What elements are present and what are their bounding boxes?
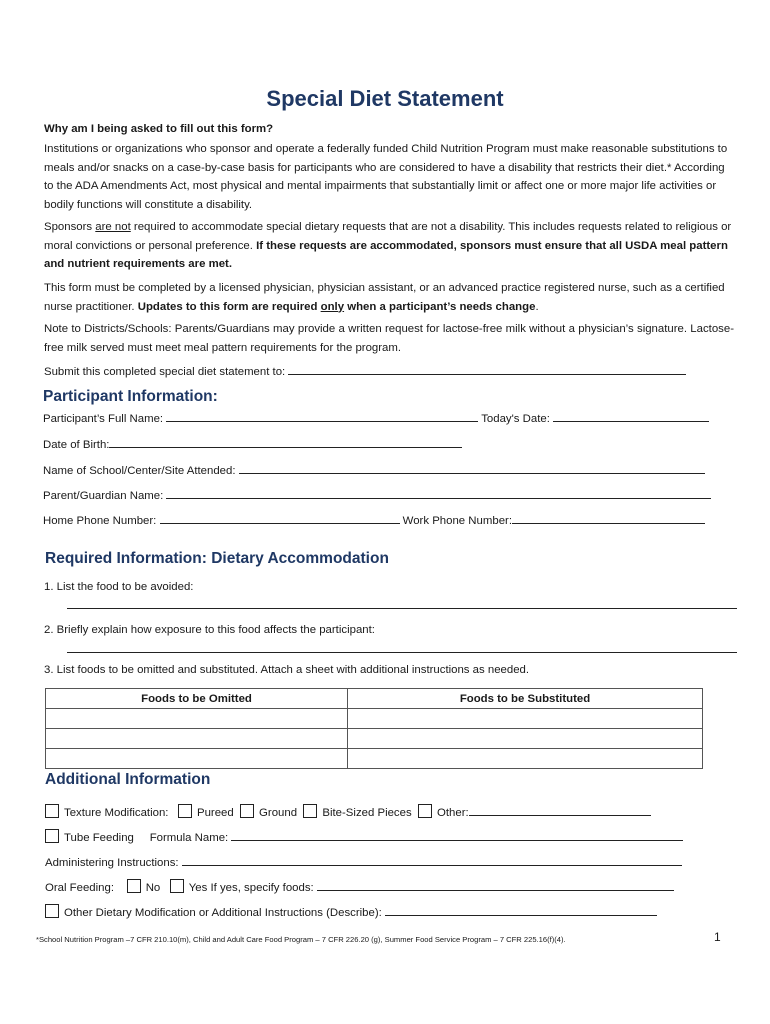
substituted-cell[interactable]	[348, 749, 703, 769]
parent-row: Parent/Guardian Name:	[43, 487, 711, 502]
other-diet-field[interactable]	[385, 904, 657, 916]
intro-paragraph-1: Institutions or organizations who sponsor and operate a federally funded Child Nutrition Program must make reasonable substitutions to meals and/or snacks on a case-by-case basis for participants who are considered to have a disability that restricts their diet.* According to the ADA Amendments Act, most physical and mental impairments that substantially limit or affect one or more major life activities or bodily functions will constitute a disability.	[44, 143, 728, 211]
tube-feeding-checkbox[interactable]	[45, 829, 59, 843]
oral-yes-checkbox[interactable]	[170, 879, 184, 893]
page-number: 1	[714, 930, 721, 944]
required-heading: Required Information: Dietary Accommodation	[45, 550, 389, 567]
other-diet-row: Other Dietary Modification or Additional Instructions (Describe):	[45, 904, 657, 919]
full-name-row: Participant’s Full Name: Today's Date:	[43, 410, 709, 425]
intro-question: Why am I being asked to fill out this form?	[44, 123, 274, 135]
home-phone-field[interactable]	[160, 512, 400, 524]
texture-row: Texture Modification: Pureed Ground Bite-Sized Pieces Other:	[45, 804, 651, 819]
bite-sized-checkbox[interactable]	[303, 804, 317, 818]
other-diet-checkbox[interactable]	[45, 904, 59, 918]
school-row: Name of School/Center/Site Attended:	[43, 462, 705, 477]
pureed-checkbox[interactable]	[178, 804, 192, 818]
school-field[interactable]	[239, 462, 705, 474]
ground-checkbox[interactable]	[240, 804, 254, 818]
question-2-answer-line[interactable]	[67, 652, 737, 653]
intro-paragraph-4: Note to Districts/Schools: Parents/Guardians may provide a written request for lactose-free milk without a physician’s signature. Lactose-free milk served must meet meal pattern requirements for the program.	[44, 323, 734, 354]
footnote: *School Nutrition Program –7 CFR 210.10(m), Child and Adult Care Food Program – 7 CFR 226.20 (g), Summer Food Service Program – 7 CFR 225.16(f)(4).	[36, 935, 566, 944]
formula-field[interactable]	[231, 829, 683, 841]
substituted-cell[interactable]	[348, 729, 703, 749]
question-2: 2. Briefly explain how exposure to this food affects the participant:	[44, 624, 375, 636]
omitted-cell[interactable]	[46, 729, 348, 749]
intro-paragraph-3: This form must be completed by a licensed physician, physician assistant, or an advanced practice registered nurse, such as a certified nurse practitioner. Updates to this form are required only when a participant’s needs change.	[44, 282, 725, 313]
administering-row: Administering Instructions:	[45, 854, 682, 869]
table-row	[46, 749, 703, 769]
question-1-answer-line[interactable]	[67, 608, 737, 609]
work-phone-field[interactable]	[512, 512, 705, 524]
intro-paragraph-2: Sponsors are not required to accommodate special dietary requests that are not a disability. This includes requests related to religious or moral convictions or personal preference. If these requests are accommodated, sponsors must ensure that all USDA meal pattern and nutrient requirements are met.	[44, 221, 732, 270]
oral-no-checkbox[interactable]	[127, 879, 141, 893]
substituted-cell[interactable]	[348, 709, 703, 729]
submit-row: Submit this completed special diet statement to:	[44, 363, 686, 378]
page-title: Special Diet Statement	[266, 86, 504, 111]
oral-row: Oral Feeding: No Yes If yes, specify foods:	[45, 879, 674, 894]
other-checkbox[interactable]	[418, 804, 432, 818]
foods-table	[45, 688, 703, 769]
phone-row: Home Phone Number: Work Phone Number:	[43, 512, 705, 527]
table-row	[46, 709, 703, 729]
full-name-field[interactable]	[166, 410, 478, 422]
parent-field[interactable]	[166, 487, 711, 499]
table-header-row	[46, 689, 703, 709]
specify-foods-field[interactable]	[317, 879, 674, 891]
question-1: 1. List the food to be avoided:	[44, 581, 194, 593]
dob-field[interactable]	[109, 436, 462, 448]
table-row	[46, 729, 703, 749]
foods-substituted-header: Foods to be Substituted	[348, 689, 703, 709]
administering-field[interactable]	[182, 854, 682, 866]
question-3: 3. List foods to be omitted and substituted. Attach a sheet with additional instructions as needed.	[44, 664, 530, 676]
todays-date-field[interactable]	[553, 410, 709, 422]
participant-heading: Participant Information:	[43, 388, 218, 405]
submit-to-field[interactable]	[288, 363, 686, 375]
tube-row: Tube Feeding Formula Name:	[45, 829, 683, 844]
foods-omitted-header: Foods to be Omitted	[46, 689, 348, 709]
omitted-cell[interactable]	[46, 749, 348, 769]
dob-row: Date of Birth:	[43, 436, 462, 451]
texture-checkbox[interactable]	[45, 804, 59, 818]
omitted-cell[interactable]	[46, 709, 348, 729]
other-field[interactable]	[469, 804, 651, 816]
additional-heading: Additional Information	[45, 771, 211, 788]
